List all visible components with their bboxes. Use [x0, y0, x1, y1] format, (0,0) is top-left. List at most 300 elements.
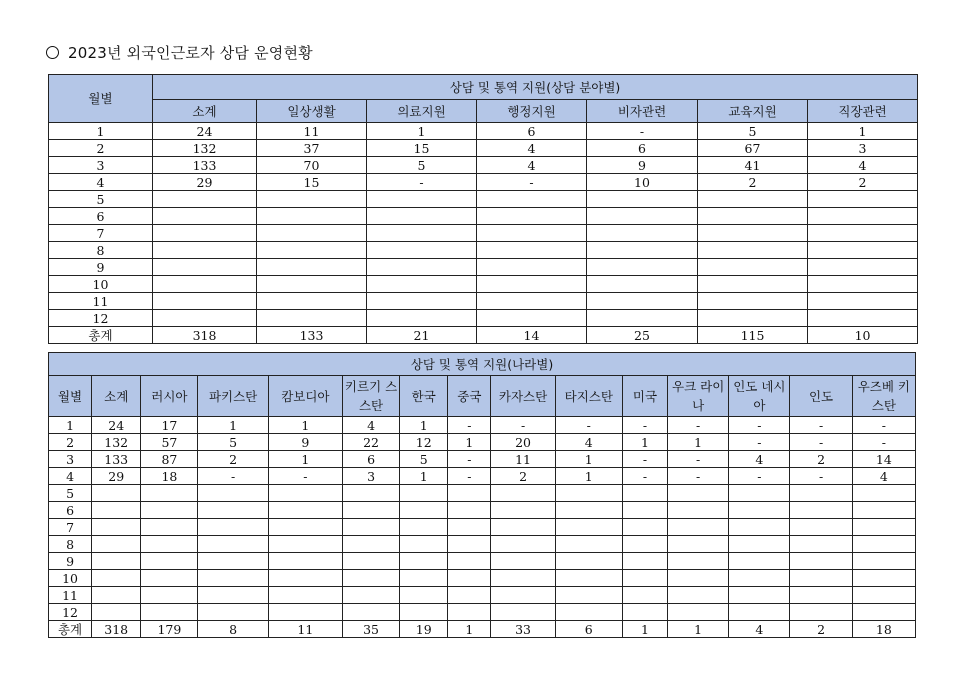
- value-cell: [153, 259, 257, 276]
- value-cell: [555, 485, 622, 502]
- value-cell: [342, 587, 399, 604]
- value-cell: [622, 536, 667, 553]
- value-cell: 1: [668, 434, 729, 451]
- month-cell: 1: [49, 123, 153, 140]
- month-cell: 10: [49, 570, 92, 587]
- value-cell: [92, 485, 141, 502]
- value-cell: [342, 604, 399, 621]
- value-cell: [790, 553, 852, 570]
- column-header: 월별: [49, 376, 92, 417]
- value-cell: [698, 293, 808, 310]
- column-header: 비자관련: [587, 100, 698, 123]
- value-cell: [153, 191, 257, 208]
- total-cell: 2: [790, 621, 852, 638]
- month-cell: 8: [49, 242, 153, 259]
- value-cell: [698, 225, 808, 242]
- value-cell: [198, 553, 268, 570]
- value-cell: [448, 485, 491, 502]
- column-header: 한국: [400, 376, 448, 417]
- total-cell: 1: [448, 621, 491, 638]
- value-cell: [141, 604, 198, 621]
- value-cell: 4: [477, 140, 587, 157]
- value-cell: [342, 570, 399, 587]
- value-cell: 1: [367, 123, 477, 140]
- value-cell: [698, 208, 808, 225]
- table-row: [49, 123, 918, 140]
- value-cell: [141, 553, 198, 570]
- value-cell: [198, 570, 268, 587]
- value-cell: -: [668, 468, 729, 485]
- column-header: 캄보디아: [268, 376, 342, 417]
- value-cell: 133: [92, 451, 141, 468]
- value-cell: [808, 191, 918, 208]
- value-cell: 2: [808, 174, 918, 191]
- value-cell: [622, 502, 667, 519]
- value-cell: 67: [698, 140, 808, 157]
- value-cell: 2: [198, 451, 268, 468]
- value-cell: 15: [257, 174, 367, 191]
- value-cell: 70: [257, 157, 367, 174]
- total-cell: 318: [92, 621, 141, 638]
- value-cell: [790, 519, 852, 536]
- value-cell: [477, 310, 587, 327]
- value-cell: [367, 225, 477, 242]
- value-cell: [92, 553, 141, 570]
- column-header: 소계: [92, 376, 141, 417]
- value-cell: [257, 276, 367, 293]
- value-cell: 1: [400, 417, 448, 434]
- value-cell: [448, 587, 491, 604]
- value-cell: [448, 536, 491, 553]
- column-header: 러시아: [141, 376, 198, 417]
- month-cell: 3: [49, 451, 92, 468]
- column-header: 의료지원: [367, 100, 477, 123]
- value-cell: [477, 242, 587, 259]
- value-cell: 1: [555, 451, 622, 468]
- value-cell: [698, 242, 808, 259]
- value-cell: 3: [342, 468, 399, 485]
- value-cell: [367, 242, 477, 259]
- value-cell: 22: [342, 434, 399, 451]
- value-cell: [477, 191, 587, 208]
- value-cell: -: [668, 451, 729, 468]
- value-cell: [198, 587, 268, 604]
- value-cell: [587, 242, 698, 259]
- value-cell: [367, 208, 477, 225]
- value-cell: -: [790, 434, 852, 451]
- value-cell: [342, 502, 399, 519]
- value-cell: [448, 502, 491, 519]
- value-cell: [852, 519, 915, 536]
- value-cell: [153, 276, 257, 293]
- total-cell: 33: [491, 621, 555, 638]
- value-cell: [400, 519, 448, 536]
- value-cell: [141, 536, 198, 553]
- total-cell: 318: [153, 327, 257, 344]
- value-cell: [268, 587, 342, 604]
- value-cell: [268, 570, 342, 587]
- value-cell: [153, 310, 257, 327]
- column-header: 인도 네시아: [729, 376, 790, 417]
- value-cell: 4: [808, 157, 918, 174]
- value-cell: [729, 570, 790, 587]
- value-cell: -: [790, 417, 852, 434]
- value-cell: [587, 310, 698, 327]
- total-cell: 115: [698, 327, 808, 344]
- value-cell: -: [268, 468, 342, 485]
- value-cell: -: [448, 417, 491, 434]
- column-header: 소계: [153, 100, 257, 123]
- value-cell: [668, 502, 729, 519]
- total-cell: 19: [400, 621, 448, 638]
- total-cell: 179: [141, 621, 198, 638]
- value-cell: -: [729, 434, 790, 451]
- value-cell: [668, 553, 729, 570]
- value-cell: [477, 208, 587, 225]
- value-cell: [729, 604, 790, 621]
- value-cell: [141, 502, 198, 519]
- value-cell: 9: [268, 434, 342, 451]
- value-cell: [852, 604, 915, 621]
- month-cell: 1: [49, 417, 92, 434]
- value-cell: 1: [808, 123, 918, 140]
- value-cell: [729, 536, 790, 553]
- value-cell: [141, 570, 198, 587]
- value-cell: [477, 276, 587, 293]
- value-cell: [587, 191, 698, 208]
- value-cell: 1: [448, 434, 491, 451]
- column-header: 인도: [790, 376, 852, 417]
- value-cell: [141, 519, 198, 536]
- value-cell: [808, 242, 918, 259]
- value-cell: 3: [808, 140, 918, 157]
- total-cell: 11: [268, 621, 342, 638]
- value-cell: [587, 225, 698, 242]
- table-row: [49, 519, 916, 536]
- value-cell: [153, 225, 257, 242]
- value-cell: 2: [790, 451, 852, 468]
- value-cell: [698, 276, 808, 293]
- value-cell: 132: [153, 140, 257, 157]
- value-cell: [668, 485, 729, 502]
- value-cell: [852, 570, 915, 587]
- month-cell: 9: [49, 259, 153, 276]
- column-header: 키르기 스스탄: [342, 376, 399, 417]
- value-cell: [790, 536, 852, 553]
- value-cell: 1: [198, 417, 268, 434]
- value-cell: [367, 259, 477, 276]
- value-cell: [257, 310, 367, 327]
- value-cell: [153, 242, 257, 259]
- value-cell: [555, 536, 622, 553]
- month-cell: 6: [49, 502, 92, 519]
- value-cell: [808, 293, 918, 310]
- value-cell: -: [477, 174, 587, 191]
- column-header: 행정지원: [477, 100, 587, 123]
- value-cell: [491, 553, 555, 570]
- value-cell: -: [622, 468, 667, 485]
- group-header: 상담 및 통역 지원(나라별): [49, 353, 916, 376]
- month-cell: 6: [49, 208, 153, 225]
- total-cell: 14: [477, 327, 587, 344]
- value-cell: 5: [198, 434, 268, 451]
- value-cell: -: [622, 451, 667, 468]
- value-cell: [153, 293, 257, 310]
- value-cell: [92, 519, 141, 536]
- value-cell: [555, 519, 622, 536]
- value-cell: [141, 485, 198, 502]
- value-cell: [808, 208, 918, 225]
- total-cell: 1: [622, 621, 667, 638]
- table-row: [49, 140, 918, 157]
- total-label: 총계: [49, 621, 92, 638]
- value-cell: [268, 519, 342, 536]
- value-cell: [668, 570, 729, 587]
- table-row: [49, 536, 916, 553]
- value-cell: [852, 587, 915, 604]
- value-cell: [808, 225, 918, 242]
- value-cell: [491, 604, 555, 621]
- value-cell: 132: [92, 434, 141, 451]
- value-cell: [367, 293, 477, 310]
- field-consultation-table: [48, 74, 918, 344]
- table-row: [49, 604, 916, 621]
- total-cell: 133: [257, 327, 367, 344]
- value-cell: [448, 570, 491, 587]
- value-cell: 1: [555, 468, 622, 485]
- value-cell: [92, 604, 141, 621]
- country-consultation-table: [48, 352, 916, 638]
- value-cell: [198, 519, 268, 536]
- value-cell: 29: [153, 174, 257, 191]
- month-cell: 5: [49, 485, 92, 502]
- document-title: [46, 42, 313, 63]
- value-cell: [491, 519, 555, 536]
- table-row: [49, 570, 916, 587]
- circle-bullet-icon: [46, 46, 59, 59]
- table-row: [49, 276, 918, 293]
- value-cell: 2: [698, 174, 808, 191]
- value-cell: [257, 293, 367, 310]
- value-cell: [342, 553, 399, 570]
- value-cell: [400, 485, 448, 502]
- value-cell: [400, 587, 448, 604]
- value-cell: [92, 587, 141, 604]
- value-cell: 1: [268, 417, 342, 434]
- value-cell: 18: [141, 468, 198, 485]
- value-cell: [268, 502, 342, 519]
- table-row: [49, 553, 916, 570]
- column-header: 일상생활: [257, 100, 367, 123]
- value-cell: [448, 519, 491, 536]
- value-cell: 11: [491, 451, 555, 468]
- value-cell: [342, 519, 399, 536]
- value-cell: [92, 502, 141, 519]
- value-cell: [257, 259, 367, 276]
- column-header: 우즈베 키스탄: [852, 376, 915, 417]
- total-cell: 4: [729, 621, 790, 638]
- value-cell: [477, 225, 587, 242]
- total-cell: 25: [587, 327, 698, 344]
- value-cell: 12: [400, 434, 448, 451]
- value-cell: [790, 587, 852, 604]
- value-cell: [400, 536, 448, 553]
- table-row: [49, 157, 918, 174]
- value-cell: -: [448, 451, 491, 468]
- value-cell: [491, 536, 555, 553]
- value-cell: -: [622, 417, 667, 434]
- column-header: 우크 라이나: [668, 376, 729, 417]
- month-cell: 2: [49, 434, 92, 451]
- value-cell: 6: [342, 451, 399, 468]
- value-cell: 6: [587, 140, 698, 157]
- value-cell: [668, 519, 729, 536]
- value-cell: 41: [698, 157, 808, 174]
- column-header: 타지스탄: [555, 376, 622, 417]
- value-cell: [268, 485, 342, 502]
- value-cell: [400, 553, 448, 570]
- table-row: [49, 468, 916, 485]
- value-cell: [367, 276, 477, 293]
- total-cell: 10: [808, 327, 918, 344]
- value-cell: 6: [477, 123, 587, 140]
- value-cell: [668, 604, 729, 621]
- value-cell: [808, 310, 918, 327]
- table-row: [49, 417, 916, 434]
- value-cell: [698, 191, 808, 208]
- value-cell: -: [668, 417, 729, 434]
- column-header: 파키스탄: [198, 376, 268, 417]
- value-cell: -: [367, 174, 477, 191]
- value-cell: 11: [257, 123, 367, 140]
- value-cell: [198, 502, 268, 519]
- total-cell: 21: [367, 327, 477, 344]
- value-cell: 1: [622, 434, 667, 451]
- value-cell: [342, 536, 399, 553]
- value-cell: -: [852, 417, 915, 434]
- value-cell: [698, 259, 808, 276]
- value-cell: 4: [729, 451, 790, 468]
- value-cell: -: [491, 417, 555, 434]
- value-cell: [729, 587, 790, 604]
- value-cell: [555, 587, 622, 604]
- table-row: [49, 191, 918, 208]
- value-cell: [668, 536, 729, 553]
- table-row: [49, 225, 918, 242]
- value-cell: -: [729, 417, 790, 434]
- value-cell: [729, 553, 790, 570]
- value-cell: 87: [141, 451, 198, 468]
- table-row: [49, 502, 916, 519]
- group-header: 상담 및 통역 지원(상담 분야별): [153, 75, 918, 100]
- value-cell: [367, 191, 477, 208]
- value-cell: 29: [92, 468, 141, 485]
- month-cell: 12: [49, 604, 92, 621]
- value-cell: [400, 604, 448, 621]
- month-header: 월별: [49, 75, 153, 123]
- value-cell: [477, 259, 587, 276]
- table-row: [49, 208, 918, 225]
- total-cell: 18: [852, 621, 915, 638]
- value-cell: [141, 587, 198, 604]
- value-cell: [622, 485, 667, 502]
- value-cell: [257, 242, 367, 259]
- month-cell: 2: [49, 140, 153, 157]
- table-row: [49, 293, 918, 310]
- value-cell: 4: [477, 157, 587, 174]
- month-cell: 4: [49, 174, 153, 191]
- value-cell: [790, 604, 852, 621]
- table-row: [49, 174, 918, 191]
- value-cell: [342, 485, 399, 502]
- value-cell: [448, 553, 491, 570]
- total-cell: 1: [668, 621, 729, 638]
- value-cell: [852, 536, 915, 553]
- value-cell: [729, 519, 790, 536]
- value-cell: [400, 570, 448, 587]
- value-cell: [268, 536, 342, 553]
- value-cell: [257, 191, 367, 208]
- month-cell: 11: [49, 293, 153, 310]
- value-cell: 24: [92, 417, 141, 434]
- value-cell: 1: [268, 451, 342, 468]
- value-cell: -: [448, 468, 491, 485]
- month-cell: 11: [49, 587, 92, 604]
- value-cell: [367, 310, 477, 327]
- value-cell: 133: [153, 157, 257, 174]
- total-cell: 6: [555, 621, 622, 638]
- value-cell: [622, 587, 667, 604]
- value-cell: 2: [491, 468, 555, 485]
- column-header: 카자스탄: [491, 376, 555, 417]
- value-cell: [555, 502, 622, 519]
- value-cell: 37: [257, 140, 367, 157]
- month-cell: 7: [49, 225, 153, 242]
- value-cell: 4: [342, 417, 399, 434]
- month-cell: 4: [49, 468, 92, 485]
- value-cell: [198, 536, 268, 553]
- value-cell: 17: [141, 417, 198, 434]
- value-cell: [852, 553, 915, 570]
- value-cell: 9: [587, 157, 698, 174]
- title-text: 2023년 외국인근로자 상담 운영현황: [68, 44, 313, 62]
- table-row: [49, 259, 918, 276]
- total-row: [49, 621, 916, 638]
- value-cell: -: [790, 468, 852, 485]
- value-cell: [153, 208, 257, 225]
- value-cell: [268, 604, 342, 621]
- month-cell: 10: [49, 276, 153, 293]
- value-cell: 57: [141, 434, 198, 451]
- value-cell: 10: [587, 174, 698, 191]
- value-cell: [587, 293, 698, 310]
- table-row: [49, 434, 916, 451]
- column-header: 직장관련: [808, 100, 918, 123]
- value-cell: [555, 570, 622, 587]
- value-cell: [400, 502, 448, 519]
- value-cell: [587, 208, 698, 225]
- value-cell: [729, 502, 790, 519]
- value-cell: [790, 502, 852, 519]
- value-cell: 24: [153, 123, 257, 140]
- value-cell: [729, 485, 790, 502]
- table-row: [49, 587, 916, 604]
- value-cell: [491, 502, 555, 519]
- total-cell: 35: [342, 621, 399, 638]
- value-cell: [257, 225, 367, 242]
- month-cell: 5: [49, 191, 153, 208]
- value-cell: [808, 259, 918, 276]
